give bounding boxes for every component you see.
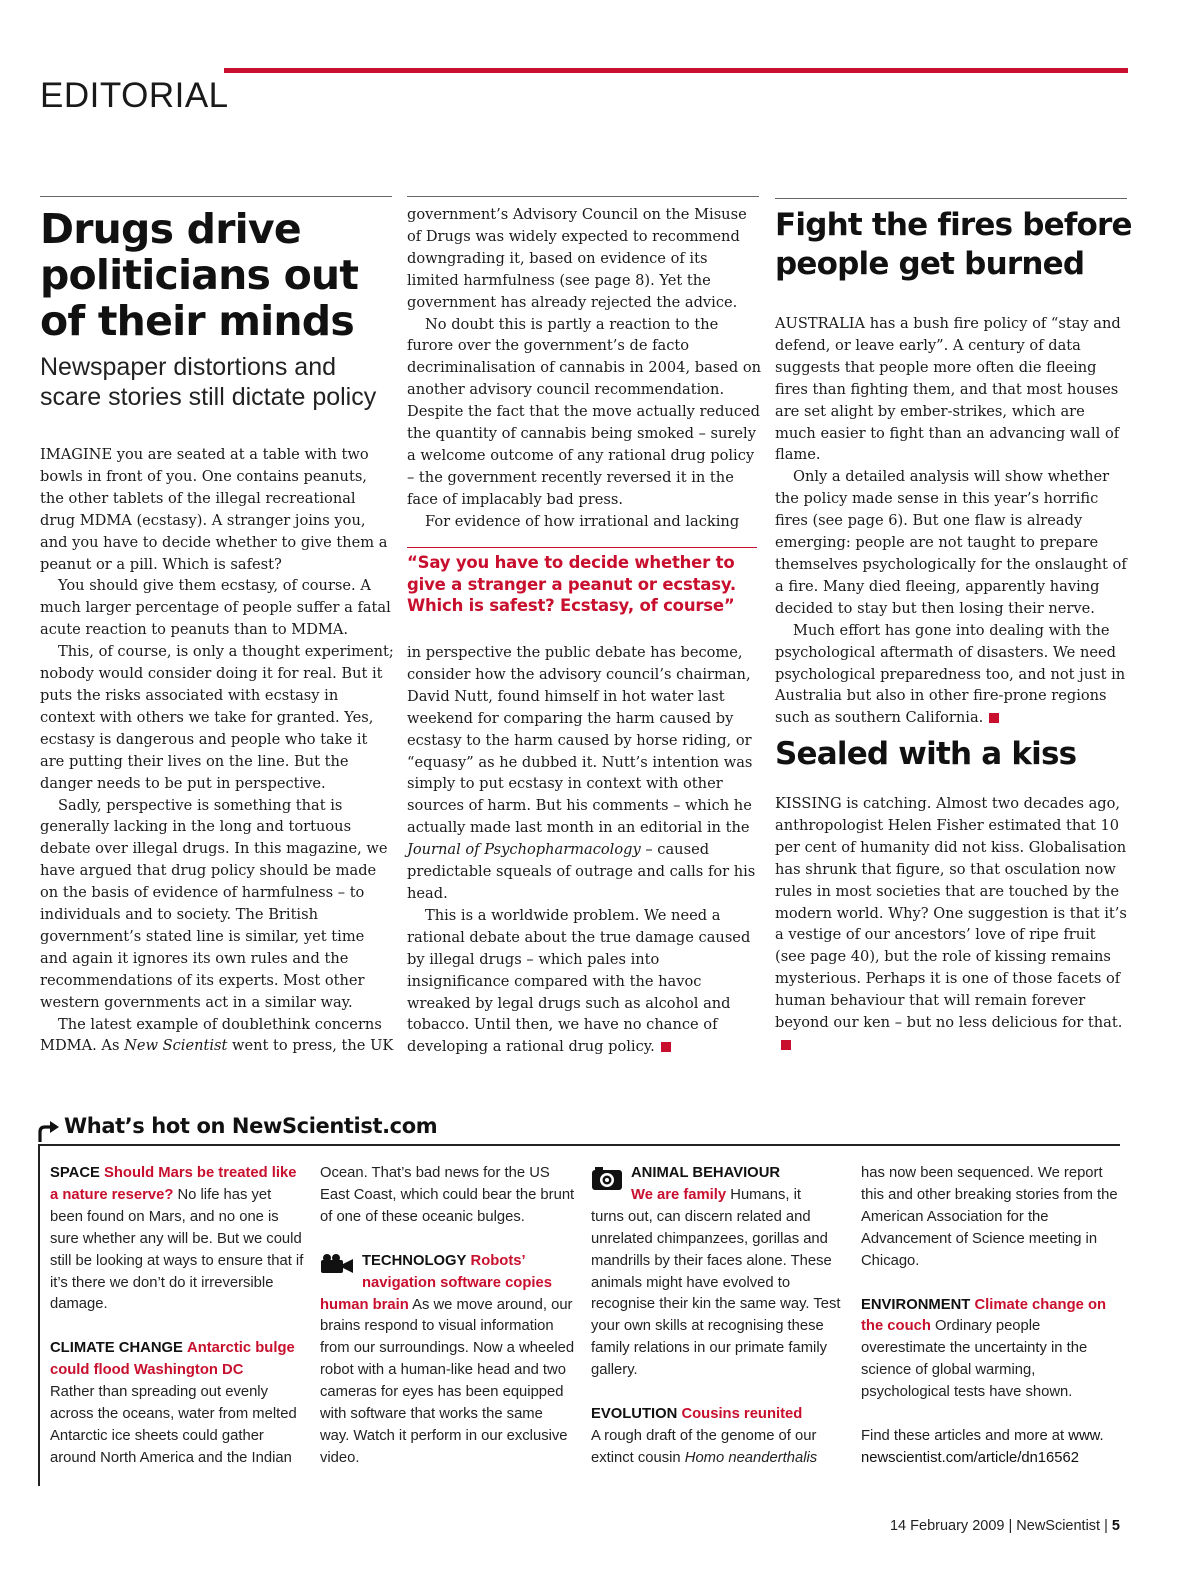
end-mark-icon — [989, 713, 999, 723]
animal-link[interactable]: We are family — [631, 1186, 727, 1203]
space-link[interactable]: Should Mars be treated like a nature reserve? — [50, 1165, 297, 1203]
environment-link[interactable]: Climate change on the couch — [861, 1296, 1107, 1335]
header-red-rule — [224, 68, 1128, 73]
paragraph: Much effort has gone into dealing with the psychological aftermath of disasters. We need psychological preparedness too, and not just in Australia but also in other fire-prone regions such as southern California. — [775, 621, 1126, 727]
main-article-column-1 — [40, 444, 395, 1057]
end-mark-icon — [661, 1042, 671, 1052]
section-label: EDITORIAL — [40, 76, 229, 115]
page-folio: 14 February 2009 | NewScientist | 5 — [889, 1518, 1120, 1534]
paragraph: AUSTRALIA has a bush fire policy of “stay and defend, or leave early”. A century of data suggests that people more often die fleeing fires than fighting them, and that most houses are set alight by ember-strikes, which are much easier to fight than an advancing wall of flame. — [775, 315, 1121, 464]
technology-link[interactable]: Robots’ navigation software copies — [362, 1252, 552, 1291]
arrow-icon — [36, 1118, 62, 1144]
main-article-column-2-bottom — [407, 642, 762, 1058]
whats-hot-column-3 — [591, 1163, 841, 1470]
fires-article-body — [775, 313, 1130, 729]
list-item: CLIMATE CHANGE Antarctic bulge could flood Washington DC Rather than spreading out evenly across the oceans, water from melted Antarctic ice sheets could gather around North America and the Indian — [50, 1340, 297, 1466]
pull-quote: “Say you have to decide whether to give a stranger a peanut or ecstasy. Which is safest? Ecstasy, of course” — [407, 553, 736, 615]
list-item-body: human brain As we move around, our brains respond to visual information from our surroundings. Now a wheeled robot with a human-like head and two cameras for eyes has been equipped with software that works the same way. Watch it perform in our exclusive video. — [320, 1296, 575, 1466]
list-item-continued: Ocean. That’s bad news for the US East Coast, which could bear the brunt of one of these oceanic bulges. — [320, 1165, 575, 1225]
paragraph: Sadly, perspective is something that is generally lacking in the long and tortuous debate over illegal drugs. In this magazine, we have argued that drug policy should be made on the basis of evidence of harmfulness – to individuals and to society. The British government’s stated line is similar, yet time and again it ignores its own rules and the recommendations of its experts. Most other western governments act in a similar way. — [40, 796, 388, 1011]
kiss-headline: Sealed with a kiss — [775, 736, 1077, 772]
column-rule — [40, 196, 392, 197]
paragraph: You should give them ecstasy, of course. A much larger percentage of people suffer a fatal acute reaction to peanuts than to MDMA. — [40, 577, 391, 639]
whats-hot-left-rule — [38, 1144, 40, 1486]
column-rule — [775, 198, 1127, 199]
list-item: TECHNOLOGY Robots’ navigation software copies — [320, 1251, 575, 1295]
paragraph: Only a detailed analysis will show whether the policy made sense in this year’s horrific fires (see page 6). But one flaw is already emerging: people are not taught to prepare themselves psychologically for the onslaught of a fire. Many died fleeing, apparently having decided to stay but then losing their nerve. — [775, 468, 1127, 617]
paragraph: in perspective the public debate has become, consider how the advisory council’s chairman, David Nutt, found himself in hot water last weekend for comparing the harm caused by ecstasy to the harm caused by horse riding, or “equasy” as he dubbed it. Nutt’s intention was simply to put ecstasy in context with other sources of harm. But his comments – which he actually made last month in an editorial in the Journal of Psychopharmacology – caused predictable squeals of outrage and calls for his head. — [407, 644, 756, 902]
list-item: SPACE Should Mars be treated like a nature reserve? No life has yet been found on Mars, and no one is sure whether any will be. But we could still be looking at ways to ensure that if it’s there we don’t do it irreversible damage. — [50, 1165, 304, 1313]
camera-icon — [591, 1165, 623, 1191]
column-rule — [407, 196, 759, 197]
whats-hot-column-4 — [861, 1163, 1121, 1470]
paragraph: The latest example of doublethink concerns MDMA. As New Scientist went to press, the UK — [40, 1015, 394, 1055]
paragraph: IMAGINE you are seated at a table with two bowls in front of you. One contains peanuts, the other tablets of the illegal recreational drug MDMA (ecstasy). A stranger joins you, and you have to decide whether to give them a peanut or a pill. Which is safest? — [40, 446, 388, 573]
main-article-column-2-top — [407, 204, 762, 533]
list-item: EVOLUTION Cousins reunited A rough draft of the genome of our extinct cousin Homo neanderthalis — [591, 1406, 818, 1466]
evolution-link[interactable]: Cousins reunited — [681, 1406, 803, 1423]
paragraph: government’s Advisory Council on the Misuse of Drugs was widely expected to recommend downgrading it, based on evidence of its limited harmfulness (see page 8). Yet the government has already rejected the advice. — [407, 206, 747, 311]
page-number: 5 — [1111, 1518, 1120, 1534]
main-headline: Drugs drive politicians out of their minds — [40, 205, 359, 345]
whats-hot-title: What’s hot on NewScientist.com — [64, 1114, 438, 1138]
paragraph: KISSING is catching. Almost two decades ago, anthropologist Helen Fisher estimated that 10 per cent of humanity did not kiss. Globalisation has shrunk that figure, so that osculation now rules in most societies that are touched by the modern world. Why? One suggestion is that it’s a vestige of our ancestors’ love of ripe fruit (see page 40), but the role of kissing remains mysterious. Perhaps it is one of those facets of human behaviour that will remain forever beyond our ken – but no less delicious for that. — [775, 793, 1130, 1056]
paragraph: This, of course, is only a thought experiment; nobody would consider doing it for real. But it puts the risks associated with ecstasy in context with others we take for granted. Yes, ecstasy is dangerous and people who take it are putting their lives on the line. But the danger needs to be put in perspective. — [40, 643, 394, 792]
main-deck: Newspaper distortions and scare stories still dictate policy — [40, 353, 377, 411]
journal-name: Journal of Psychopharmacology — [407, 841, 641, 859]
paragraph: No doubt this is partly a reaction to the furore over the government’s de facto decriminalisation of cannabis in 2004, based on another advisory council recommendation. Despite the fact that the move actually reduced the quantity of cannabis being smoked – surely a welcome outcome of any rational drug policy – the government recently reversed it in the face of implacably bad press. — [407, 315, 762, 508]
whats-hot-column-1 — [50, 1163, 305, 1470]
whats-hot-rule — [40, 1144, 1120, 1146]
video-camera-icon — [320, 1253, 354, 1275]
find-more: Find these articles and more at www. newscientist.com/article/dn16562 — [861, 1428, 1104, 1466]
list-item: ENVIRONMENT Climate change on the couch Ordinary people overestimate the uncertainty in the science of global warming, psychological tests have shown. — [861, 1296, 1107, 1401]
kiss-article-body — [775, 793, 1130, 1056]
list-item-body: turns out, can discern related and unrelated chimpanzees, gorillas and mandrills by their faces alone. These animals might have evolved to recognise their kin the same way. Test your own skills at recognising these family relations in our primate family gallery. — [591, 1208, 841, 1379]
climate-link[interactable]: Antarctic bulge could flood Washington DC — [50, 1340, 295, 1379]
find-more-link[interactable]: www. newscientist.com/article/dn16562 — [861, 1428, 1104, 1466]
paragraph: This is a worldwide problem. We need a rational debate about the true damage caused by illegal drugs – which pales into insignificance compared with the havoc wreaked by legal drugs such as alcohol and tobacco. Until then, we have no chance of developing a rational drug policy. — [407, 906, 751, 1056]
fires-headline: Fight the fires before people get burned — [775, 207, 1132, 282]
list-item: ANIMAL BEHAVIOUR We are family Humans, it — [591, 1163, 841, 1207]
pull-quote-rule — [407, 547, 757, 548]
list-item-continued: has now been sequenced. We report this and other breaking stories from the American Association for the Advancement of Science meeting in Chicago. — [861, 1165, 1118, 1269]
end-mark-icon — [781, 1040, 791, 1050]
publication-name: New Scientist — [124, 1037, 228, 1055]
paragraph: For evidence of how irrational and lacking — [425, 512, 740, 530]
whats-hot-column-2 — [320, 1163, 575, 1470]
brand-name: NewScientist — [1016, 1518, 1101, 1534]
